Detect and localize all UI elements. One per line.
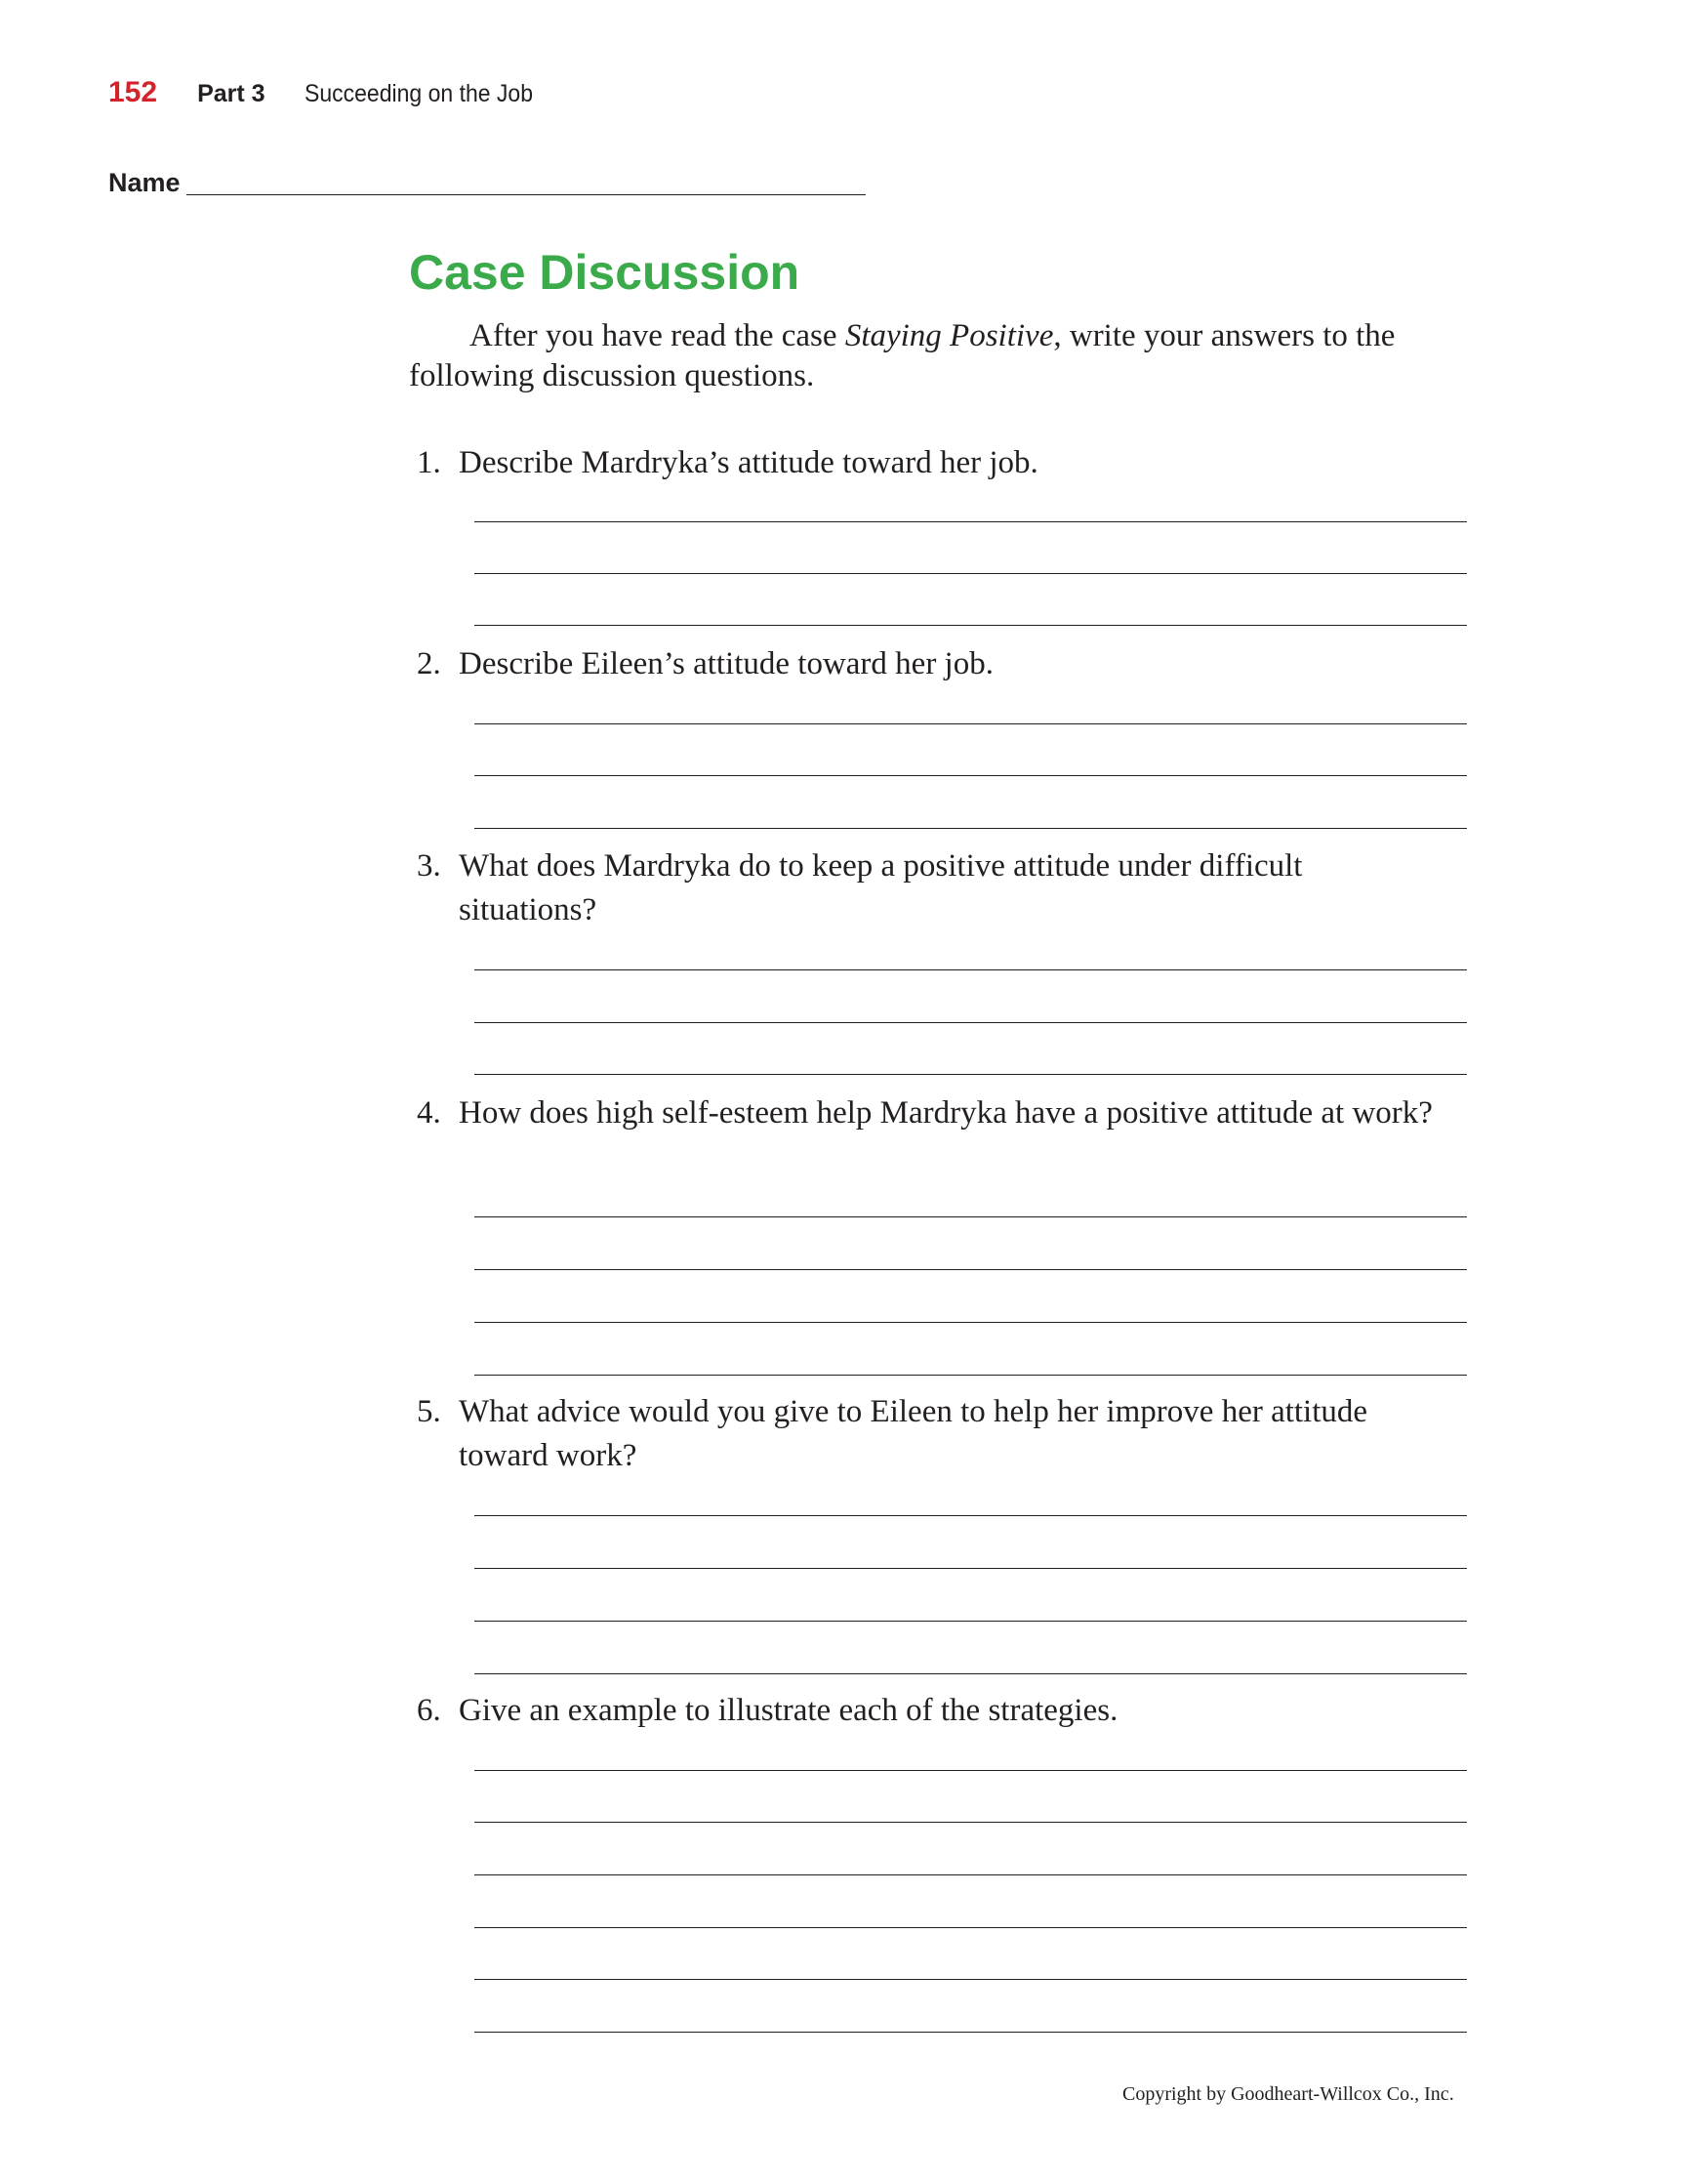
question-number: 4. [417, 1095, 441, 1131]
answer-line[interactable] [474, 723, 1467, 724]
question-6 [417, 1689, 1481, 1733]
intro-text-before: After you have read the case [469, 318, 845, 353]
running-header [108, 76, 552, 115]
question-4 [417, 1091, 1481, 1135]
copyright-notice: Copyright by Goodheart-Willcox Co., Inc. [1122, 2083, 1454, 2105]
question-number: 6. [417, 1693, 441, 1728]
answer-line[interactable] [474, 1621, 1467, 1622]
answer-line[interactable] [474, 521, 1467, 522]
name-label: Name [108, 168, 181, 197]
page-number: 152 [108, 76, 158, 108]
question-1 [417, 441, 1481, 485]
question-number: 1. [417, 445, 441, 480]
question-text: Describe Mardryka’s attitude toward her job. [459, 445, 1038, 480]
question-number: 2. [417, 646, 441, 681]
case-title: Staying Positive [844, 318, 1054, 353]
question-text: What advice would you give to Eileen to help her improve her attitude toward work? [459, 1394, 1368, 1473]
answer-line[interactable] [474, 1022, 1467, 1023]
answer-line[interactable] [474, 1322, 1467, 1323]
answer-line[interactable] [474, 2032, 1467, 2033]
answer-line[interactable] [474, 1822, 1467, 1823]
question-3 [417, 844, 1481, 932]
question-2 [417, 642, 1481, 686]
question-5 [417, 1390, 1481, 1478]
answer-line[interactable] [474, 1927, 1467, 1928]
part-label: Part 3 [197, 80, 265, 107]
question-text: Describe Eileen’s attitude toward her job. [459, 646, 994, 681]
question-number: 5. [417, 1394, 441, 1429]
answer-line[interactable] [474, 1568, 1467, 1569]
question-number: 3. [417, 848, 441, 884]
intro-text-after: , write your answers to the following discussion questions. [409, 318, 1396, 393]
answer-line[interactable] [474, 1874, 1467, 1875]
part-title: Succeeding on the Job [304, 80, 533, 107]
name-field [108, 168, 866, 198]
answer-line[interactable] [474, 1673, 1467, 1674]
answer-line[interactable] [474, 1515, 1467, 1516]
answer-line[interactable] [474, 1269, 1467, 1270]
answer-line[interactable] [474, 775, 1467, 776]
answer-line[interactable] [474, 1770, 1467, 1771]
question-text: Give an example to illustrate each of the strategies. [459, 1693, 1118, 1728]
question-text: How does high self-esteem help Mardryka have a positive attitude at work? [459, 1095, 1433, 1131]
answer-line[interactable] [474, 969, 1467, 970]
answer-line[interactable] [474, 1375, 1467, 1376]
answer-line[interactable] [474, 625, 1467, 626]
answer-line[interactable] [474, 1074, 1467, 1075]
intro-paragraph [409, 316, 1473, 396]
question-text: What does Mardryka do to keep a positive attitude under difficult situations? [459, 848, 1303, 927]
answer-line[interactable] [474, 573, 1467, 574]
answer-line[interactable] [474, 828, 1467, 829]
name-input-line[interactable] [186, 194, 866, 195]
answer-line[interactable] [474, 1979, 1467, 1980]
answer-line[interactable] [474, 1216, 1467, 1217]
section-title: Case Discussion [409, 245, 800, 300]
